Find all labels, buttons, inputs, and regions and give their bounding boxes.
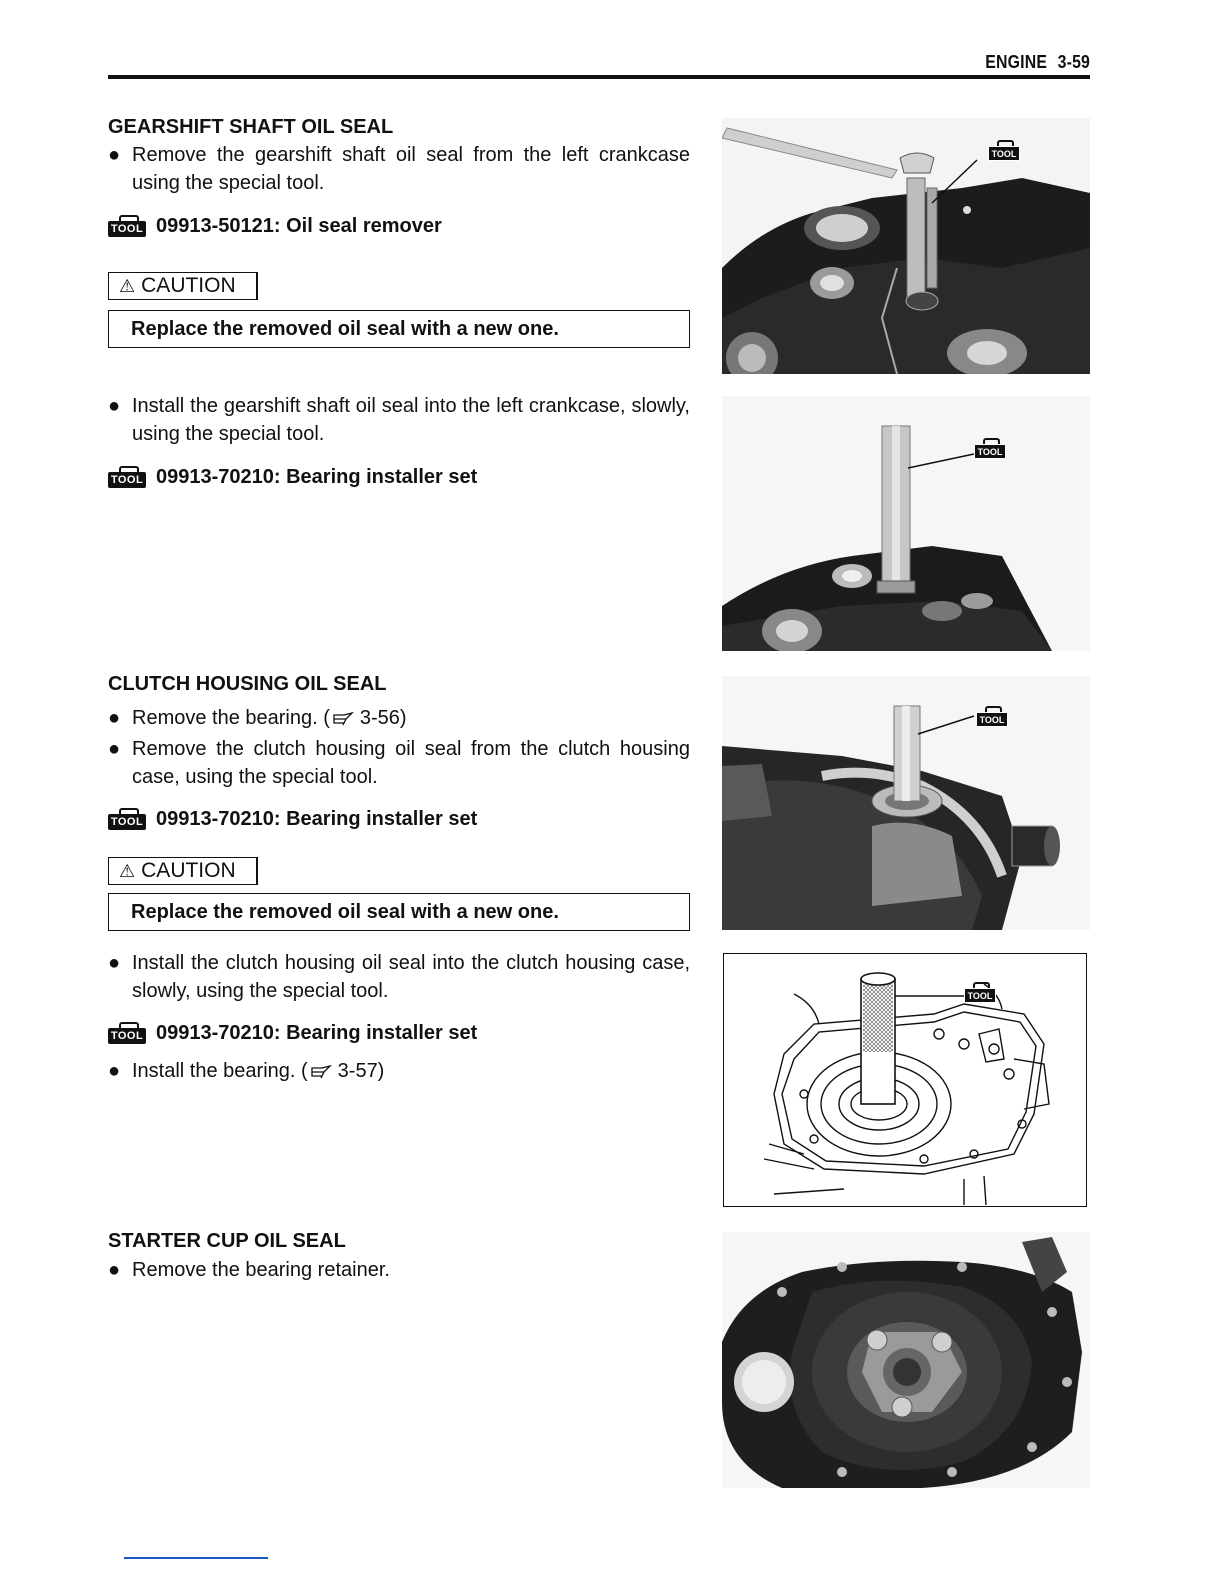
page-reference-icon [332,712,358,726]
page-number: 3-59 [1057,52,1090,72]
caution-word: CAUTION [141,274,236,297]
photo-starter-cup-retainer [722,1232,1090,1488]
tool-icon: TOOL [108,215,146,237]
tool-icon: TOOL [974,438,1006,460]
gearshift-tool-installer [108,462,477,492]
gearshift-heading: GEARSHIFT SHAFT OIL SEAL [108,116,394,138]
crankcase-photo-1 [722,118,1090,374]
page-reference: 3-56) [359,707,407,729]
starter-heading: STARTER CUP OIL SEAL [108,1230,346,1252]
step-text: Install the bearing. ( [132,1060,308,1082]
running-head [985,52,1090,73]
clutch-step-remove-bearing [108,704,690,732]
gearshift-tool-remover [108,211,442,241]
warning-icon: ⚠ [119,275,136,296]
gearshift-step-remove [108,141,690,197]
bullet-icon: ● [108,395,121,417]
clutch-housing-line-drawing [724,954,1085,1205]
clutch-caution-box: Replace the removed oil seal with a new one. [108,893,690,931]
tool-spec: 09913-70210: Bearing installer set [156,465,478,488]
section-name: ENGINE [985,52,1048,72]
photo-clutch-housing-installer [722,676,1090,930]
caution-word: CAUTION [141,859,236,882]
crankcase-photo-2 [722,396,1090,651]
step-text: Remove the bearing retainer. [132,1259,390,1281]
gearshift-caution-label [108,272,258,300]
bullet-icon: ● [108,1259,121,1281]
clutch-caution-label [108,857,258,885]
bullet-icon: ● [108,144,121,166]
step-text: Remove the bearing. ( [132,707,330,729]
clutch-tool-1 [108,804,477,834]
clutch-step-remove-seal [108,735,690,791]
page-reference-icon [310,1065,336,1079]
page-header [108,48,1090,80]
gearshift-step-install [108,392,690,448]
bullet-icon: ● [108,1060,121,1082]
gearshift-caution-box: Replace the removed oil seal with a new one. [108,310,690,348]
warning-icon: ⚠ [119,860,136,881]
step-text: Install the gearshift shaft oil seal into the left crankcase, slowly, using the special tool. [132,395,690,445]
tool-icon: TOOL [964,982,996,1004]
clutch-step-install-bearing [108,1057,690,1085]
tool-icon: TOOL [988,140,1020,162]
bullet-icon: ● [108,952,121,974]
tool-spec: 09913-70210: Bearing installer set [156,807,478,830]
tool-spec: 09913-50121: Oil seal remover [156,214,442,237]
clutch-step-install-seal [108,949,690,1005]
clutch-heading: CLUTCH HOUSING OIL SEAL [108,673,387,695]
photo-oil-seal-remover [722,118,1090,374]
step-text: Remove the gearshift shaft oil seal from the left crankcase using the special tool. [132,144,690,194]
tool-icon: TOOL [108,1022,146,1044]
illustration-clutch-seal-install [723,953,1087,1207]
bullet-icon: ● [108,738,121,760]
tool-spec: 09913-70210: Bearing installer set [156,1021,478,1044]
photo-bearing-installer-crankcase [722,396,1090,651]
clutch-tool-2 [108,1018,477,1048]
tool-icon: TOOL [108,466,146,488]
tool-icon: TOOL [108,808,146,830]
bullet-icon: ● [108,707,121,729]
header-rule [108,75,1090,79]
clutch-housing-photo [722,676,1090,930]
starter-cover-photo [722,1232,1090,1488]
tool-icon: TOOL [976,706,1008,728]
step-text: Remove the clutch housing oil seal from the clutch housing case, using the special tool. [132,738,690,788]
step-text: Install the clutch housing oil seal into the clutch housing case, slowly, using the special tool. [132,952,690,1002]
page-reference: 3-57) [337,1060,385,1082]
starter-step-remove-retainer [108,1256,690,1284]
footer-link-underline[interactable] [124,1557,268,1559]
